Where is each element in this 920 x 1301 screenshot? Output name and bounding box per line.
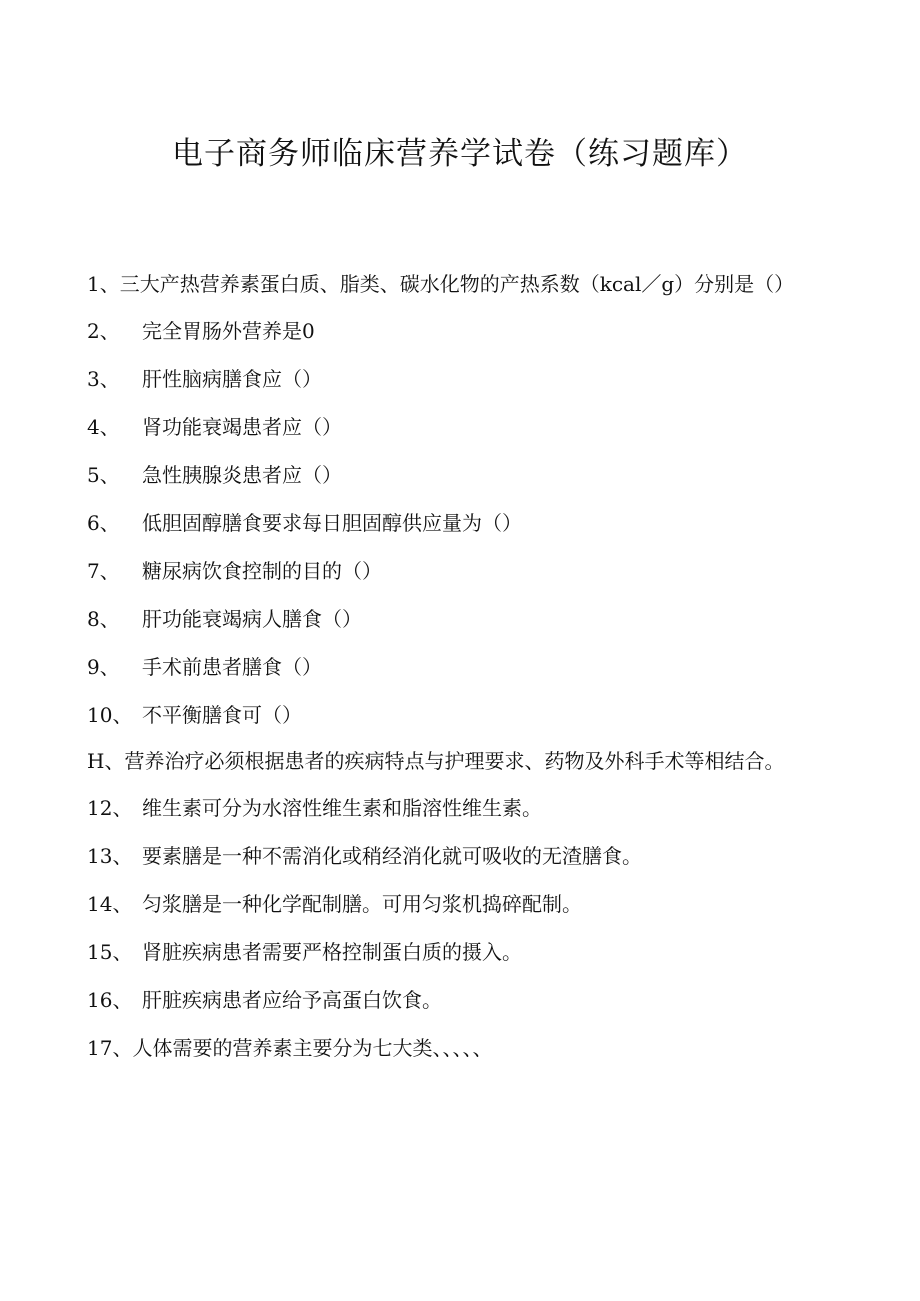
question-item: [87, 691, 817, 739]
question-number: 9、: [87, 655, 120, 679]
question-text: 糖尿病饮食控制的目的（）: [142, 559, 382, 583]
question-number: 12、: [87, 796, 133, 820]
question-item: [87, 832, 817, 880]
question-text: 手术前患者膳食（）: [142, 655, 322, 679]
question-item: [87, 1024, 817, 1072]
page-title: 电子商务师临床营养学试卷（练习题库）: [172, 136, 748, 172]
question-number: 10、: [87, 703, 133, 727]
question-number: 5、: [87, 463, 120, 487]
question-number: 8、: [87, 607, 120, 631]
question-number: 2、: [87, 319, 120, 343]
question-text: 低胆固醇膳食要求每日胆固醇供应量为（）: [142, 511, 522, 535]
question-text: 肝脏疾病患者应给予高蛋白饮食。: [142, 988, 442, 1012]
question-item: [87, 976, 817, 1024]
question-number: 4、: [87, 415, 120, 439]
question-number: H、: [87, 749, 125, 773]
question-text: 急性胰腺炎患者应（）: [142, 463, 342, 487]
question-number: 15、: [87, 940, 133, 964]
question-text: 肝性脑病膳食应（）: [142, 367, 322, 391]
question-text: 维生素可分为水溶性维生素和脂溶性维生素。: [142, 796, 542, 820]
question-item: [87, 451, 817, 499]
question-item: [87, 928, 817, 976]
question-number: 1、: [87, 272, 120, 296]
question-item: [87, 739, 817, 784]
question-number: 7、: [87, 559, 120, 583]
question-item: [87, 262, 817, 307]
question-item: [87, 595, 817, 643]
question-number: 13、: [87, 844, 133, 868]
question-number: 16、: [87, 988, 133, 1012]
question-text: 肾功能衰竭患者应（）: [142, 415, 342, 439]
question-text: 肝功能衰竭病人膳食（）: [142, 607, 362, 631]
question-text: 人体需要的营养素主要分为七大类、、、、、: [132, 1036, 493, 1060]
question-item: [87, 307, 817, 355]
question-text: 要素膳是一种不需消化或稍经消化就可吸收的无渣膳食。: [142, 844, 642, 868]
question-item: [87, 403, 817, 451]
question-list: [87, 262, 817, 1072]
question-text: 不平衡膳食可（）: [142, 703, 302, 727]
question-item: [87, 784, 817, 832]
question-item: [87, 499, 817, 547]
question-text: 完全胃肠外营养是0: [142, 319, 315, 343]
question-text: 三大产热营养素蛋白质、脂类、碳水化物的产热系数（kcal／g）分别是（）: [119, 272, 795, 296]
question-item: [87, 643, 817, 691]
question-item: [87, 547, 817, 595]
question-number: 3、: [87, 367, 120, 391]
question-item: [87, 880, 817, 928]
question-number: 6、: [87, 511, 120, 535]
question-number: 14、: [87, 892, 133, 916]
question-text: 肾脏疾病患者需要严格控制蛋白质的摄入。: [142, 940, 522, 964]
question-item: [87, 355, 817, 403]
question-text: 营养治疗必须根据患者的疾病特点与护理要求、药物及外科手术等相结合。: [124, 749, 785, 773]
question-text: 匀浆膳是一种化学配制膳。可用匀浆机捣碎配制。: [142, 892, 582, 916]
question-number: 17、: [87, 1036, 133, 1060]
